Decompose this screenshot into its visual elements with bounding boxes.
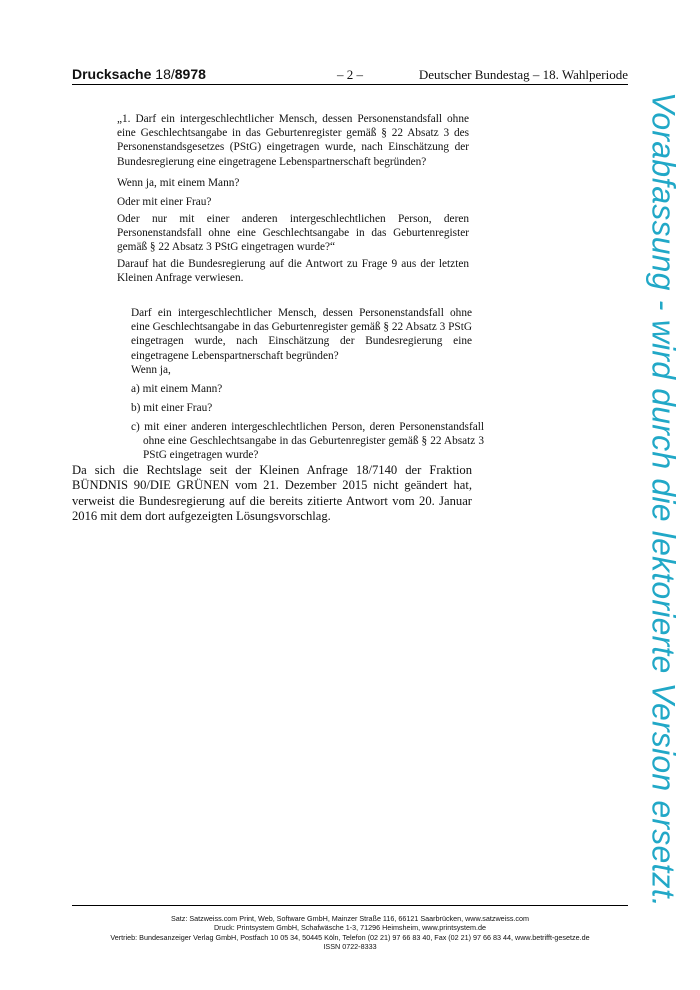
question-if-yes: Wenn ja, bbox=[131, 364, 171, 376]
footer-issn: ISSN 0722-8333 bbox=[323, 942, 377, 952]
draft-watermark bbox=[633, 92, 693, 907]
quote-paragraph-1: „1. Darf ein intergeschlechtlicher Mensch, dessen Personenstandsfall ohne eine Geschlechtsangabe in das Geburtenregister gemäß § 22 Absatz 3 des Personenstandsgesetzes (PStG) eingetragen wurde, nach Einschätzung der Bundesregierung eine eingetragene Lebenspartnerschaft begründen? bbox=[117, 113, 469, 168]
doc-number-prefix: 18/ bbox=[155, 66, 175, 82]
question-option-c: c) mit einer anderen intergeschlechtlichen Person, deren Personenstandsfall ohne eine Geschlechtsangabe in das Geburtenregister gemäß § 22 Absatz 3 PStG eingetragen wurde? bbox=[131, 421, 484, 462]
question-option-a: a) mit einem Mann? bbox=[131, 383, 223, 395]
quote-paragraph-3: Oder mit einer Frau? bbox=[117, 196, 212, 208]
footer-distribution: Vertrieb: Bundesanzeiger Verlag GmbH, Postfach 10 05 34, 50445 Köln, Telefon (02 21) 97 66 83 40, Fax (02 21) 97 66 83 44, www.betrifft-gesetze.de bbox=[110, 932, 590, 942]
footer-divider bbox=[72, 905, 628, 906]
page-footer bbox=[72, 914, 628, 952]
question-option-b: b) mit einer Frau? bbox=[131, 402, 213, 414]
footer-printing: Druck: Printsystem GmbH, Schafwäsche 1-3, 71296 Heimsheim, www.printsystem.de bbox=[213, 923, 487, 933]
answer-paragraph: Da sich die Rechtslage seit der Kleinen Anfrage 18/7140 der Fraktion BÜNDNIS 90/DIE GRÜNEN vom 21. Dezember 2015 nicht geändert hat, verweist die Bundesregierung auf die bereits zitierte Antwort vom 20. Januar 2016 mit dem dort aufgezeigten Lösungsvorschlag. bbox=[72, 463, 472, 524]
quote-paragraph-2: Wenn ja, mit einem Mann? bbox=[117, 177, 240, 189]
quote-paragraph-5: Darauf hat die Bundesregierung auf die Antwort zu Frage 9 aus der letzten Kleinen Anfrage verwiesen. bbox=[117, 258, 469, 285]
page-header bbox=[72, 66, 628, 85]
question-text: Darf ein intergeschlechtlicher Mensch, dessen Personenstandsfall ohne eine Geschlechtsangabe in das Geburtenregister gemäß § 22 Absatz 3 PStG eingetragen wurde, nach Einschätzung der Bundesregierung eine eingetragene Lebenspartnerschaft begründen? bbox=[131, 307, 472, 362]
watermark-text: Vorabfassung - wird durch die lektorierte Version ersetzt. bbox=[645, 92, 682, 907]
quote-paragraph-4: Oder nur mit einer anderen intergeschlechtlichen Person, deren Personenstandsfall ohne eine Geschlechtsangabe in das Geburtenregister gemäß § 22 Absatz 3 PStG eingetragen wurde?“ bbox=[117, 213, 469, 254]
page-number: – 2 – bbox=[337, 67, 363, 82]
doc-label: Drucksache bbox=[72, 66, 152, 82]
parliament-label: Deutscher Bundestag – 18. Wahlperiode bbox=[418, 67, 628, 82]
footer-typesetting: Satz: Satzweiss.com Print, Web, Software GmbH, Mainzer Straße 116, 66121 Saarbrücken, www.satzweiss.com bbox=[170, 914, 530, 923]
doc-number: 8978 bbox=[174, 66, 206, 82]
